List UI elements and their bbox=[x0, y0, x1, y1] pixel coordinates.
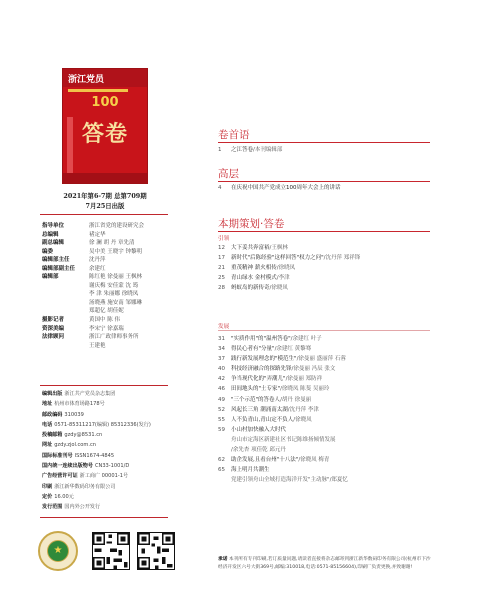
toc-author: /余建红 叶子 bbox=[290, 336, 322, 342]
credit-row bbox=[42, 248, 172, 257]
pubinfo-row bbox=[42, 389, 172, 399]
credit-row bbox=[42, 290, 172, 299]
credit-label: 摄影记者 bbox=[42, 317, 65, 324]
toc-title bbox=[231, 283, 288, 293]
credit-label: 法律顾问 bbox=[42, 334, 65, 341]
subsection-development: 发展 bbox=[218, 324, 230, 330]
credit-value: 浙江广政律师事务所 bbox=[89, 334, 139, 341]
divider bbox=[40, 385, 168, 386]
toc-title bbox=[231, 263, 295, 273]
cover-footer-band bbox=[63, 173, 147, 183]
credit-row bbox=[42, 325, 172, 334]
toc-title-text: 风起长三角 潮涌南太湖 bbox=[231, 406, 288, 413]
pubinfo-label: 编辑出版 bbox=[42, 391, 63, 397]
pubinfo-value: 杭州市体育场路178号 bbox=[54, 401, 105, 408]
credit-value: 沈丹萍 bbox=[89, 257, 106, 264]
toc-title-text: 蚂蚁岛的新传奇 bbox=[231, 285, 270, 292]
credit-row bbox=[42, 342, 172, 351]
credit-label: 资深美编 bbox=[42, 325, 65, 332]
toc-title bbox=[231, 183, 341, 193]
section-title-leadership: 高层 bbox=[218, 168, 239, 180]
credit-row bbox=[42, 231, 172, 240]
qr-code[interactable] bbox=[92, 532, 130, 570]
toc-page-number: 42 bbox=[218, 376, 225, 383]
toc-title-text: 争当现代化的"弄潮儿" bbox=[231, 376, 286, 383]
toc-author: /李津 bbox=[276, 275, 290, 282]
toc-author: /王枫林 bbox=[269, 245, 288, 251]
pubinfo-label: 定价 bbox=[42, 493, 53, 500]
masthead-credits bbox=[42, 222, 172, 350]
note-text: 本刊所有专刊印刷,若订质量问题,请读者直接将杂志邮寄到浙江新华数码印务有限公司(杭州市下沙经济开发区六号大街369号,邮编:310018,电话:0571-85156604),印刷厂负责更换,并致谢谢! bbox=[218, 557, 431, 570]
toc-author: /徐曼丽 盛丽萍 石蓉 bbox=[296, 356, 346, 363]
toc-author: /徐晓凤 梅青 bbox=[298, 457, 330, 464]
pubinfo-label: 广告经营许可证 bbox=[42, 473, 78, 480]
toc-title-text: 得民心者有"分量" bbox=[231, 346, 275, 353]
toc-item[interactable] bbox=[218, 455, 432, 465]
credit-label: 指导单位 bbox=[42, 223, 65, 229]
section-title-feature: 本期策划·答卷 bbox=[218, 218, 285, 230]
toc-item[interactable] bbox=[218, 344, 432, 354]
credit-value: 吴中美 王晓宇 钟黎明 bbox=[89, 248, 142, 255]
credit-row bbox=[42, 282, 172, 291]
credit-label: 总编辑 bbox=[42, 231, 59, 238]
toc-page-number: 40 bbox=[218, 366, 225, 373]
pubinfo-row bbox=[42, 492, 172, 502]
toc-title bbox=[231, 425, 286, 435]
toc-page-number: 1 bbox=[218, 147, 222, 153]
toc-title-text: 小山村加快融入大时代 bbox=[231, 426, 287, 433]
credit-row bbox=[42, 299, 172, 308]
credit-row bbox=[42, 239, 172, 248]
divider bbox=[40, 214, 168, 215]
credit-row bbox=[42, 333, 172, 342]
toc-title bbox=[231, 273, 290, 283]
toc-page-number: 28 bbox=[218, 285, 225, 292]
toc-title-text: 新时代"后陈经验"这样回答"权力之问" bbox=[231, 255, 324, 262]
toc-title-text: 之江答卷 bbox=[231, 147, 254, 153]
credit-value: 徐 澜 胡 丹 章先清 bbox=[89, 240, 135, 247]
toc-item[interactable] bbox=[218, 465, 432, 475]
pubinfo-row bbox=[42, 482, 172, 492]
toc-page-number: 55 bbox=[218, 416, 225, 423]
toc-lead-items bbox=[218, 243, 432, 293]
toc-title bbox=[231, 145, 282, 155]
toc-author: /徐晓凤 陈斐 吴丽玲 bbox=[280, 386, 330, 393]
issue-date: 7月25日出版 bbox=[85, 202, 125, 210]
toc-item[interactable] bbox=[218, 283, 432, 293]
toc-title bbox=[231, 435, 336, 445]
pubinfo-row bbox=[42, 451, 172, 461]
toc-item[interactable] bbox=[218, 183, 432, 193]
toc-title-text: 人不负青山,青山定不负人 bbox=[231, 416, 294, 423]
toc-title-text: 助企发展,且看台州"十八法" bbox=[231, 457, 299, 464]
pubinfo-value: 浙江共产党员杂志集团 bbox=[64, 391, 116, 397]
pubinfo-value: 国内外公开发行 bbox=[64, 504, 101, 511]
pubinfo-value: gzdy@8531.cn bbox=[64, 432, 103, 439]
toc-title-text: "实质作用"的"温州答卷" bbox=[231, 336, 291, 342]
toc-page-number: 21 bbox=[218, 265, 225, 272]
toc-page-number: 59 bbox=[218, 426, 225, 433]
credit-value: 李 津 朱丽娜 徐晓凤 bbox=[89, 291, 139, 298]
toc-item[interactable] bbox=[218, 435, 432, 445]
pubinfo-row bbox=[42, 420, 172, 430]
toc-page-number: 65 bbox=[218, 467, 225, 474]
credit-label: 副总编辑 bbox=[42, 240, 65, 247]
cover-masthead: 浙江党员 bbox=[63, 69, 147, 87]
toc-title bbox=[231, 395, 311, 405]
toc-title-text: 田间地头的"土专家" bbox=[231, 386, 281, 393]
toc-author: /徐曼丽 冯辰 张文 bbox=[291, 366, 336, 373]
toc-title bbox=[231, 253, 360, 263]
toc-page-number: 17 bbox=[218, 255, 225, 262]
toc-item[interactable] bbox=[218, 145, 432, 155]
credit-label: 编辑部副主任 bbox=[42, 265, 76, 272]
toc-title-text: 践行新发展理念的"模范生" bbox=[231, 356, 297, 363]
pubinfo-row bbox=[42, 471, 172, 481]
toc-item[interactable] bbox=[218, 364, 432, 374]
toc-page-number: 4 bbox=[218, 185, 222, 191]
pubinfo-value: 16.00元 bbox=[54, 493, 74, 500]
toc-page-number: 37 bbox=[218, 356, 225, 363]
toc-item[interactable] bbox=[218, 405, 432, 415]
toc-item[interactable] bbox=[218, 445, 432, 455]
credit-value: 黄国中 陈 伟 bbox=[89, 317, 120, 324]
toc-title bbox=[231, 415, 312, 425]
credit-value: 余建红 bbox=[89, 265, 106, 272]
toc-title-text: 在庆祝中国共产党成立100周年大会上的讲话 bbox=[231, 185, 341, 191]
pubinfo-value: 0571-85311217(编辑) 85312336(发行) bbox=[54, 421, 151, 428]
toc-author: /徐晓凤 bbox=[269, 285, 288, 292]
note-label: 承诺 bbox=[218, 557, 228, 562]
pubinfo-row bbox=[42, 440, 172, 450]
credit-row bbox=[42, 307, 172, 316]
credit-label: 编辑部主任 bbox=[42, 257, 70, 264]
qr-code-icon bbox=[93, 533, 129, 569]
pubinfo-row bbox=[42, 502, 172, 512]
pubinfo-label: 电话 bbox=[42, 421, 53, 428]
toc-author: /郑夏忆 bbox=[329, 477, 348, 484]
toc-page-number: 31 bbox=[218, 336, 225, 342]
toc-item[interactable] bbox=[218, 243, 432, 253]
publisher-logo bbox=[38, 531, 78, 571]
pubinfo-label: 网址 bbox=[42, 442, 53, 449]
pubinfo-row bbox=[42, 410, 172, 420]
toc-item[interactable] bbox=[218, 334, 432, 344]
toc-author: /本刊编辑部 bbox=[253, 147, 283, 153]
toc-page-number: 12 bbox=[218, 245, 225, 251]
section-rule bbox=[218, 181, 430, 182]
toc-title bbox=[231, 405, 319, 415]
credit-label: 编委 bbox=[42, 248, 54, 255]
toc-item[interactable] bbox=[218, 263, 432, 273]
pubinfo-value: 浙工商广 00001-1号 bbox=[79, 473, 129, 480]
toc-item[interactable] bbox=[218, 354, 432, 364]
toc-item[interactable] bbox=[218, 425, 432, 435]
toc-title-text: 大下姜共奔富裕 bbox=[231, 245, 270, 251]
credit-value: 李宋宁 徐嘉瑞 bbox=[89, 325, 124, 332]
toc-author: /徐曼丽 郑防祥 bbox=[285, 376, 323, 383]
pubinfo-value: 浙江新华数码印务有限公司 bbox=[54, 483, 116, 490]
cover-title: 答卷 bbox=[81, 121, 128, 147]
toc-title-text: 海上明月共潮生 bbox=[231, 467, 270, 474]
toc-author: /胡丹 徐曼丽 bbox=[280, 396, 312, 403]
pubinfo-label: 印刷 bbox=[42, 483, 53, 490]
logo-emblem bbox=[47, 540, 69, 562]
toc-title bbox=[231, 354, 346, 364]
qr-code-icon bbox=[138, 533, 174, 569]
toc-item[interactable] bbox=[218, 415, 432, 425]
section-rule bbox=[218, 142, 430, 143]
toc-item[interactable] bbox=[218, 253, 432, 263]
pubinfo-value: gzdy.zjol.com.cn bbox=[54, 442, 97, 449]
toc-title-text: /余先杏 项佳乾 邱元丹 bbox=[231, 447, 286, 454]
pubinfo-value: 310039 bbox=[64, 411, 84, 418]
pubinfo-label: 国内统一连续出版物号 bbox=[42, 463, 93, 470]
credit-value: 汤晓燕 施安南 邹娜琳 bbox=[89, 299, 142, 306]
toc-title-text: "三个示范"的答卷人 bbox=[231, 396, 281, 403]
toc-page-number: 46 bbox=[218, 386, 225, 393]
toc-item[interactable] bbox=[218, 395, 432, 405]
credit-value: 褚定华 bbox=[89, 231, 106, 238]
issue-number: 2021年第6-7期 总第709期 bbox=[63, 192, 147, 200]
qr-code[interactable] bbox=[137, 532, 175, 570]
section-rule bbox=[218, 231, 430, 232]
publication-info bbox=[42, 389, 172, 513]
credit-row bbox=[42, 316, 172, 325]
credit-value: 陈红艳 徐曼丽 王枫林 bbox=[89, 274, 142, 281]
toc-title-text: 党建引领舟山全域打造海洋开发"主动脉" bbox=[231, 477, 330, 484]
subsection-lead: 引领 bbox=[218, 236, 230, 242]
toc-title bbox=[231, 364, 335, 374]
toc-preface bbox=[218, 145, 432, 155]
toc-item[interactable] bbox=[218, 475, 432, 485]
toc-title-text: 青山绿水 金村模式 bbox=[231, 275, 277, 282]
toc-author: /徐晓凤 bbox=[276, 265, 296, 272]
toc-title bbox=[231, 475, 348, 485]
pubinfo-value: ISSN1674-4845 bbox=[74, 452, 115, 459]
subsection-rule bbox=[218, 330, 430, 331]
credit-row bbox=[42, 222, 172, 231]
toc-title bbox=[231, 465, 270, 475]
credit-value: 谢庆梅 安佳蒙 沈 筠 bbox=[89, 282, 139, 289]
toc-page-number: 52 bbox=[218, 406, 225, 413]
credit-value: 浙江省党的建设研究会 bbox=[89, 223, 145, 229]
credit-row bbox=[42, 265, 172, 274]
magazine-cover bbox=[62, 68, 148, 184]
pubinfo-value: CN33-1001/D bbox=[94, 463, 130, 470]
credit-label: 编辑部 bbox=[42, 274, 59, 281]
toc-author: /徐晓凤 bbox=[293, 416, 312, 423]
credit-row bbox=[42, 273, 172, 282]
toc-item[interactable] bbox=[218, 374, 432, 384]
pubinfo-label: 地址 bbox=[42, 401, 53, 408]
toc-title bbox=[231, 445, 286, 455]
toc-page-number: 49 bbox=[218, 396, 225, 403]
toc-title bbox=[231, 384, 329, 394]
toc-title-text: 重茂精神 薪火相传 bbox=[231, 265, 277, 272]
toc-title-text: 科技经济融合的探路先锋 bbox=[231, 366, 292, 373]
divider bbox=[40, 517, 168, 518]
pubinfo-label: 投稿邮箱 bbox=[42, 432, 63, 439]
cover-stripe bbox=[68, 89, 128, 92]
toc-page-number: 25 bbox=[218, 275, 225, 282]
pubinfo-label: 邮政编码 bbox=[42, 411, 63, 418]
credit-value: 郑超亿 胡佳妮 bbox=[89, 308, 124, 315]
toc-author: /沈丹萍 郑祥锋 bbox=[323, 255, 361, 262]
toc-author: /沈丹萍 李津 bbox=[287, 406, 319, 413]
pubinfo-row bbox=[42, 430, 172, 440]
publisher-note bbox=[218, 556, 432, 571]
toc-title bbox=[231, 374, 322, 384]
toc-title-text: 舟山市定海区新建社区书记陈维扬倾情发展 bbox=[231, 436, 336, 443]
toc-author: /余建红 黄黎骞 bbox=[274, 346, 312, 353]
credit-row bbox=[42, 256, 172, 265]
toc-item[interactable] bbox=[218, 273, 432, 283]
section-title-preface: 卷首语 bbox=[218, 129, 250, 141]
toc-title bbox=[231, 243, 288, 253]
credit-value: 王建艳 bbox=[89, 342, 106, 349]
pubinfo-row bbox=[42, 399, 172, 409]
pubinfo-label: 发行范围 bbox=[42, 504, 63, 511]
toc-leadership bbox=[218, 183, 432, 193]
toc-development-items bbox=[218, 334, 432, 485]
toc-title bbox=[231, 344, 311, 354]
toc-item[interactable] bbox=[218, 384, 432, 394]
star-icon: ★ bbox=[53, 545, 63, 556]
pubinfo-row bbox=[42, 461, 172, 471]
pubinfo-label: 国际标准刊号 bbox=[42, 452, 73, 459]
toc-title bbox=[231, 455, 329, 465]
toc-page-number: 62 bbox=[218, 457, 225, 464]
toc-title bbox=[231, 334, 322, 344]
cover-anniversary-number: 100 bbox=[91, 95, 119, 110]
toc-page-number: 34 bbox=[218, 346, 225, 353]
